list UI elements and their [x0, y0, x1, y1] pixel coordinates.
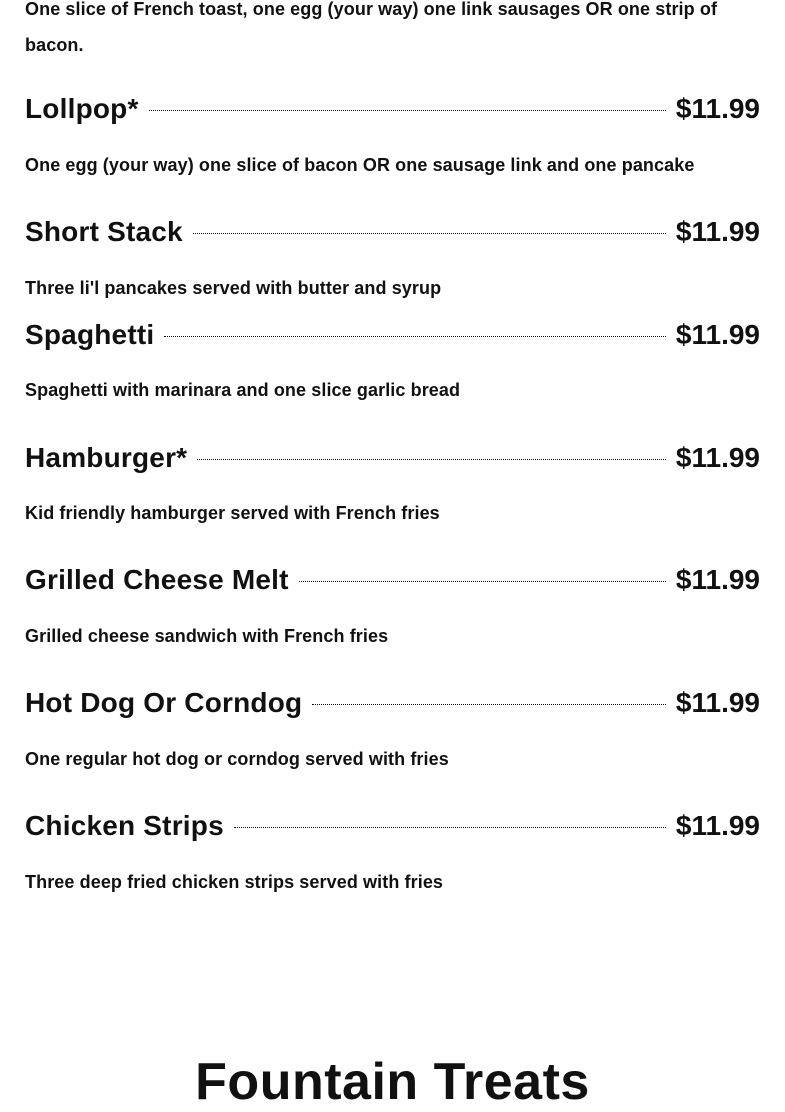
item-description: Three li'l pancakes served with butter and syrup	[25, 278, 442, 298]
dotted-leader	[149, 110, 666, 111]
menu-item-grilled-cheese-melt	[25, 560, 760, 646]
item-description: Grilled cheese sandwich with French fries	[25, 626, 389, 646]
dotted-leader	[164, 336, 666, 337]
item-description: Three deep fried chicken strips served with fries	[25, 872, 444, 892]
item-price: $11.99	[675, 319, 760, 350]
item-name: Chicken Strips	[25, 810, 224, 841]
item-price: $11.99	[675, 216, 760, 247]
dotted-leader	[312, 704, 666, 705]
item-name: Lollpop*	[25, 93, 139, 124]
menu-item-short-stack	[25, 212, 760, 298]
menu-item-chicken-strips	[25, 806, 760, 892]
item-price: $11.99	[675, 93, 760, 124]
dotted-leader	[193, 233, 666, 234]
menu-item-spaghetti	[25, 315, 760, 400]
item-name: Grilled Cheese Melt	[25, 564, 289, 595]
item-name: Short Stack	[25, 216, 183, 247]
dotted-leader	[197, 459, 666, 460]
item-description: Spaghetti with marinara and one slice garlic bread	[25, 380, 461, 400]
intro-description: One slice of French toast, one egg (your way) one link sausages OR one strip of bacon.	[25, 0, 718, 55]
dotted-leader	[299, 581, 666, 582]
item-price: $11.99	[675, 687, 760, 718]
item-name: Hot Dog Or Corndog	[25, 687, 303, 718]
item-description: One regular hot dog or corndog served with fries	[25, 749, 449, 769]
item-price: $11.99	[675, 564, 760, 595]
item-price: $11.99	[675, 810, 760, 841]
item-name: Hamburger*	[25, 442, 188, 473]
item-name: Spaghetti	[25, 319, 155, 350]
section-title-fountain-treats: Fountain Treats	[195, 1053, 590, 1111]
item-description: Kid friendly hamburger served with French fries	[25, 503, 440, 523]
dotted-leader	[234, 827, 666, 828]
menu-item-hamburger	[25, 438, 760, 523]
item-price: $11.99	[675, 442, 760, 473]
menu-item-hot-dog-or-corndog	[25, 683, 760, 769]
item-description: One egg (your way) one slice of bacon OR one sausage link and one pancake	[25, 155, 695, 175]
menu-item-lollipop	[25, 89, 760, 175]
